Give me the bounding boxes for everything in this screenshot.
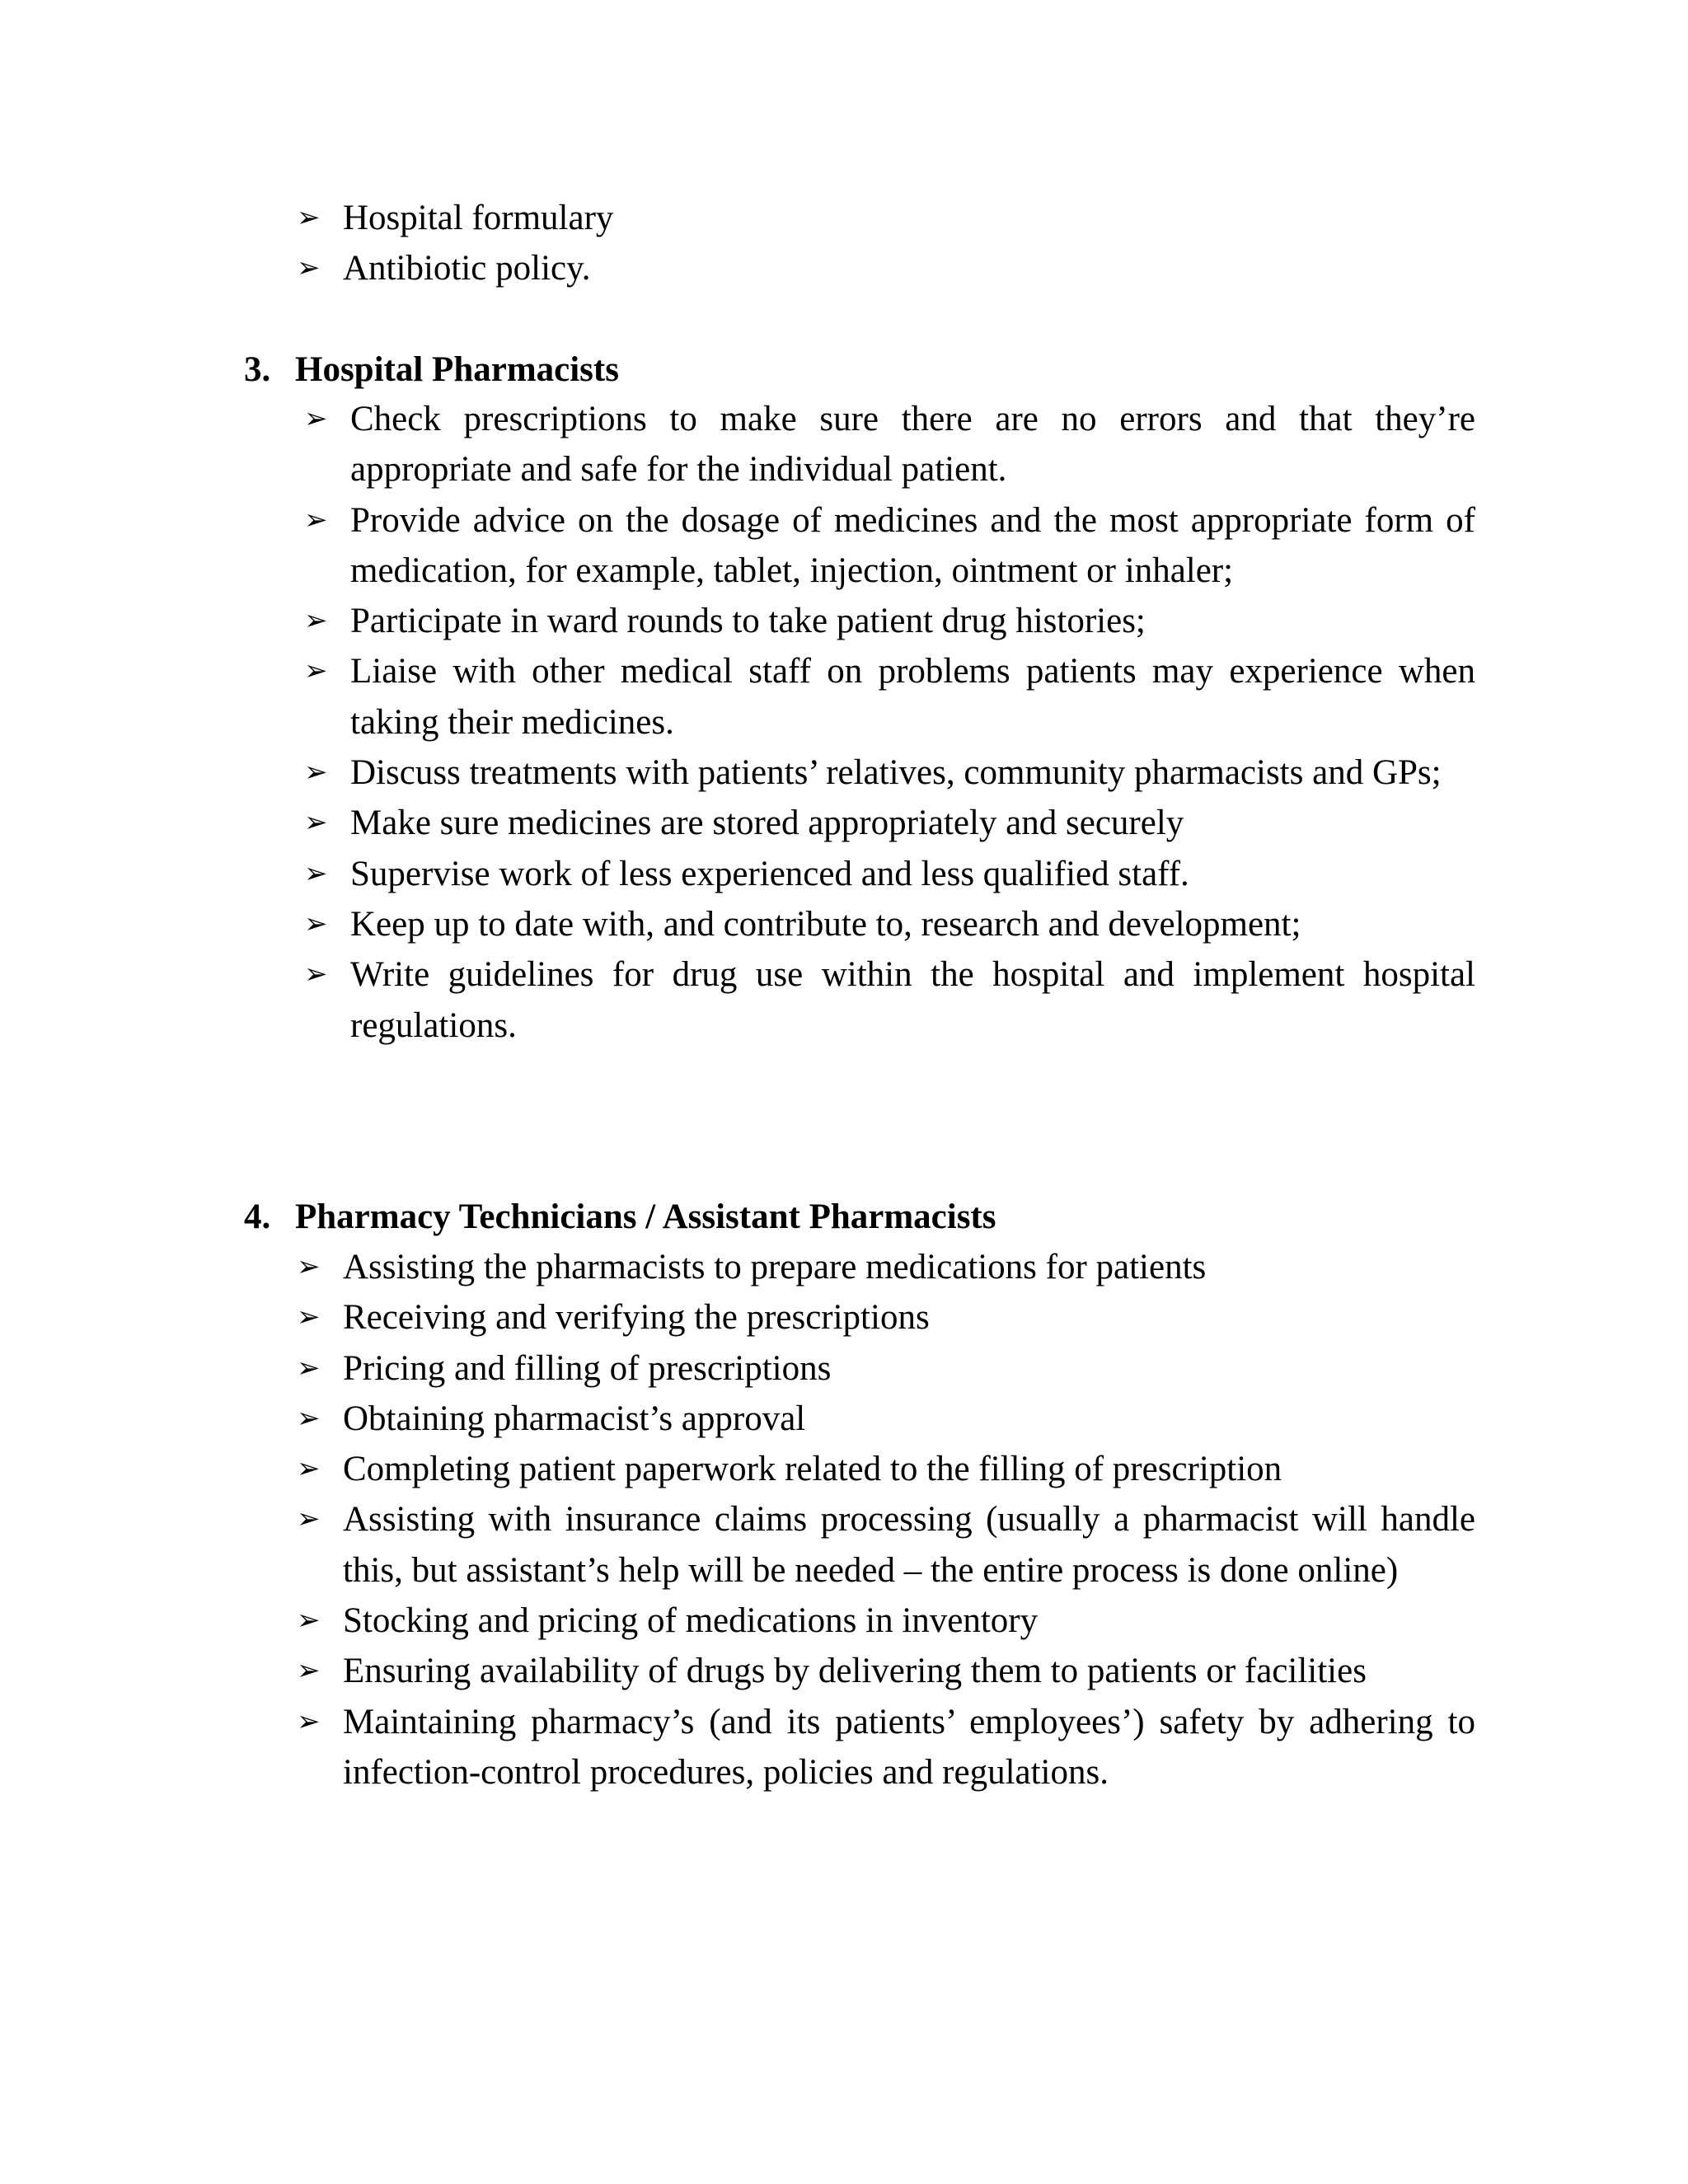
arrow-bullet-icon: ➢ bbox=[304, 858, 328, 889]
arrow-bullet-icon: ➢ bbox=[297, 1605, 321, 1637]
arrow-bullet-icon: ➢ bbox=[297, 1454, 321, 1485]
arrow-bullet-icon: ➢ bbox=[304, 808, 328, 839]
list-item bbox=[304, 394, 1475, 495]
list-item bbox=[297, 1394, 1475, 1444]
arrow-bullet-icon: ➢ bbox=[297, 203, 321, 233]
section-number: 4. bbox=[244, 1197, 271, 1236]
list-item-text: Supervise work of less experienced and less qualified staff. bbox=[350, 854, 1189, 893]
list-item-text: Discuss treatments with patients’ relatives, community pharmacists and GPs; bbox=[350, 753, 1442, 793]
arrow-bullet-icon: ➢ bbox=[304, 504, 328, 536]
section-number: 3. bbox=[244, 350, 271, 389]
list-item-text: Pricing and filling of prescriptions bbox=[343, 1348, 832, 1388]
arrow-bullet-icon: ➢ bbox=[297, 1252, 321, 1282]
list-item-text: Assisting with insurance claims processing (usually a pharmacist will handle this, but assistant’s help will be needed – the entire process is done online) bbox=[343, 1500, 1475, 1590]
list-item bbox=[304, 949, 1475, 1051]
list-item bbox=[304, 495, 1475, 597]
section-heading-hospital-pharmacists bbox=[244, 344, 619, 395]
list-item-text: Write guidelines for drug use within the hospital and implement hospital regulations. bbox=[350, 955, 1475, 1045]
arrow-bullet-icon: ➢ bbox=[297, 1706, 321, 1737]
arrow-bullet-icon: ➢ bbox=[297, 253, 321, 284]
list-item-text: Check prescriptions to make sure there are no errors and that they’re appropriate and safe for the individual patient. bbox=[350, 400, 1475, 490]
arrow-bullet-icon: ➢ bbox=[304, 908, 328, 940]
list-item bbox=[304, 899, 1475, 949]
arrow-bullet-icon: ➢ bbox=[304, 656, 328, 687]
list-item-text: Hospital formulary bbox=[343, 199, 614, 237]
list-item-text: Liaise with other medical staff on problems patients may experience when taking their medicines. bbox=[350, 652, 1475, 742]
list-item bbox=[297, 1343, 1475, 1394]
list-item bbox=[304, 798, 1475, 848]
list-item bbox=[297, 1646, 1475, 1696]
list-item bbox=[297, 1444, 1475, 1494]
list-item bbox=[304, 748, 1475, 798]
intro-bullet-list bbox=[297, 193, 1475, 294]
list-item bbox=[304, 849, 1475, 899]
arrow-bullet-icon: ➢ bbox=[297, 1656, 321, 1687]
list-item-text: Obtaining pharmacist’s approval bbox=[343, 1399, 806, 1438]
list-item-text: Provide advice on the dosage of medicines and the most appropriate form of medication, for example, tablet, injection, ointment or inhaler; bbox=[350, 500, 1475, 590]
pharmacy-technicians-list bbox=[297, 1242, 1475, 1797]
list-item-text: Assisting the pharmacists to prepare medications for patients bbox=[343, 1248, 1207, 1286]
list-item bbox=[297, 1596, 1475, 1646]
list-item bbox=[297, 1494, 1475, 1596]
arrow-bullet-icon: ➢ bbox=[304, 404, 328, 434]
list-item-text: Make sure medicines are stored appropriately and securely bbox=[350, 804, 1184, 843]
list-item-text: Ensuring availability of drugs by delivering them to patients or facilities bbox=[343, 1652, 1367, 1691]
section-title: Hospital Pharmacists bbox=[295, 350, 619, 389]
list-item-text: Stocking and pricing of medications in inventory bbox=[343, 1601, 1039, 1641]
list-item bbox=[297, 193, 1475, 243]
arrow-bullet-icon: ➢ bbox=[304, 959, 328, 991]
arrow-bullet-icon: ➢ bbox=[304, 606, 328, 637]
list-item bbox=[304, 596, 1475, 646]
hospital-pharmacists-list bbox=[304, 394, 1475, 1051]
list-item-text: Antibiotic policy. bbox=[343, 249, 591, 288]
arrow-bullet-icon: ➢ bbox=[297, 1504, 321, 1535]
section-heading-pharmacy-technicians bbox=[244, 1192, 996, 1242]
list-item bbox=[297, 1697, 1475, 1798]
list-item-text: Maintaining pharmacy’s (and its patients’ employees’) safety by adhering to infection-control procedures, policies and regulations. bbox=[343, 1702, 1475, 1792]
list-item-text: Participate in ward rounds to take patient drug histories; bbox=[350, 602, 1146, 641]
list-item bbox=[304, 646, 1475, 748]
list-item bbox=[297, 1242, 1475, 1292]
list-item-text: Receiving and verifying the prescriptions bbox=[343, 1298, 930, 1338]
list-item bbox=[297, 1292, 1475, 1343]
list-item bbox=[297, 243, 1475, 293]
arrow-bullet-icon: ➢ bbox=[297, 1352, 321, 1384]
list-item-text: Keep up to date with, and contribute to, research and development; bbox=[350, 904, 1301, 944]
arrow-bullet-icon: ➢ bbox=[304, 757, 328, 789]
arrow-bullet-icon: ➢ bbox=[297, 1302, 321, 1333]
list-item-text: Completing patient paperwork related to the filling of prescription bbox=[343, 1450, 1282, 1489]
section-title: Pharmacy Technicians / Assistant Pharmacists bbox=[295, 1197, 996, 1236]
arrow-bullet-icon: ➢ bbox=[297, 1403, 321, 1434]
